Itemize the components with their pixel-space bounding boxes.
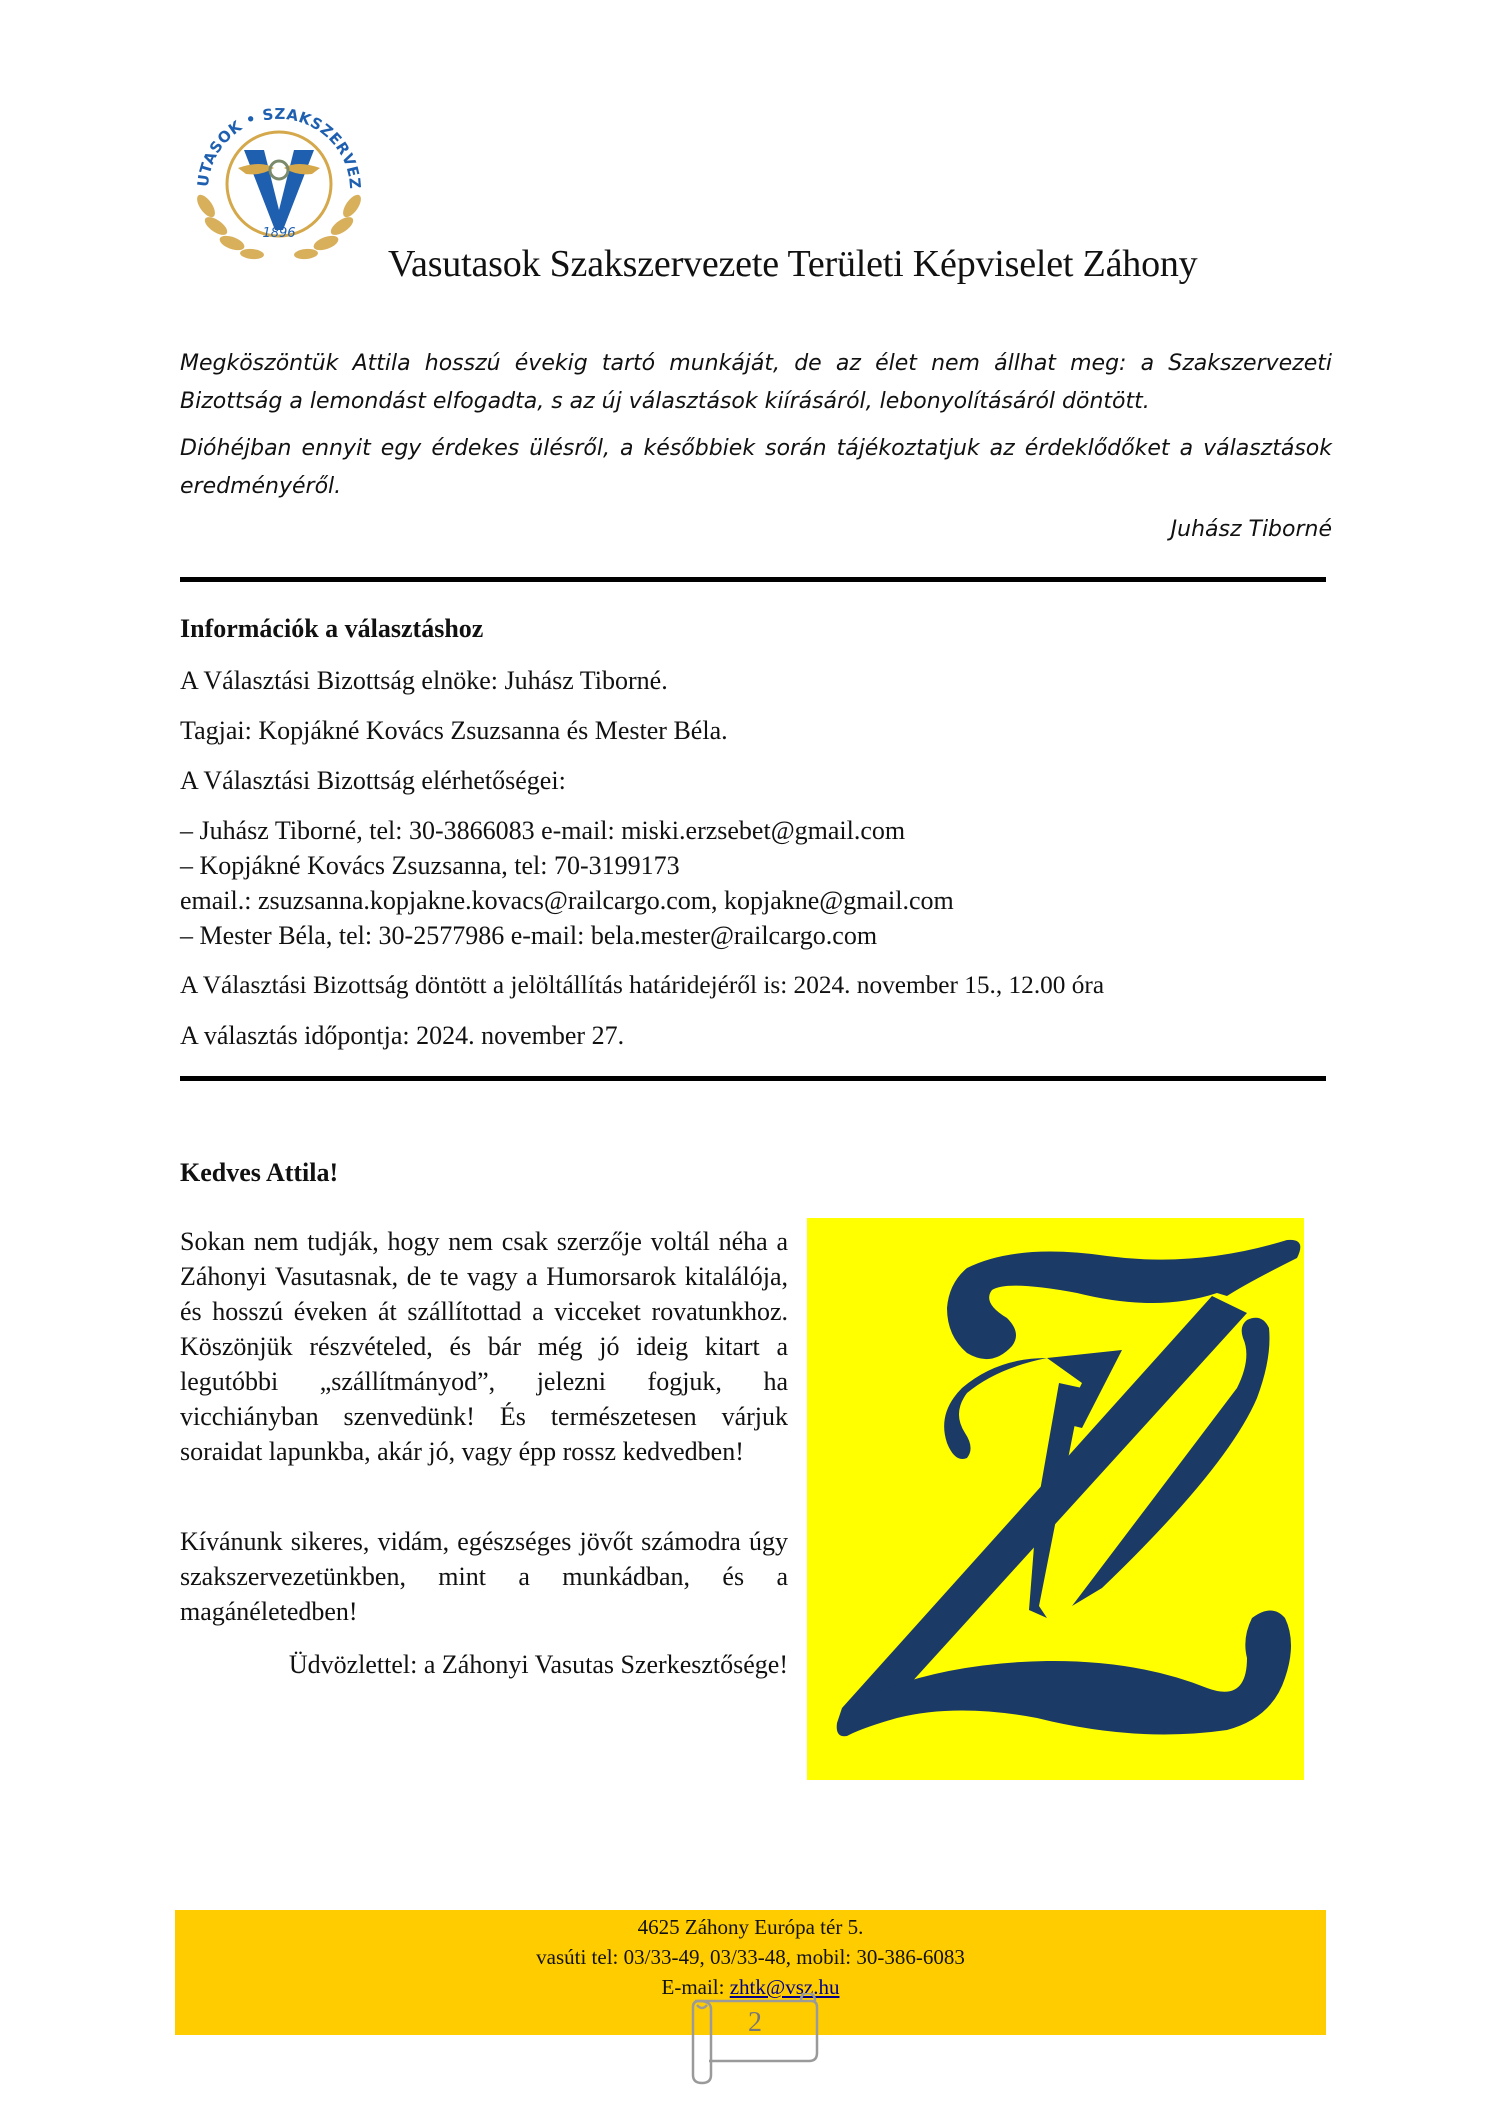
divider xyxy=(180,1076,1326,1081)
intro-paragraph-text: Megköszöntük Attila hosszú évekig tartó munkáját, de az élet nem állhat meg: a Szakszervezeti Bizottság a lemondást elfogadta, s az új választások kiírásáról, lebonyolításáról döntött. xyxy=(180,351,1332,414)
intro-paragraph xyxy=(180,345,1332,421)
decorative-z-letter-icon xyxy=(807,1218,1304,1780)
letter-paragraph xyxy=(180,1224,788,1469)
contact-line: – Mester Béla, tel: 30-2577986 e-mail: bela.mester@railcargo.com xyxy=(180,921,878,950)
page-number: 2 xyxy=(748,2007,762,2038)
letter-signature: Üdvözlettel: a Záhonyi Vasutas Szerkesztősége! xyxy=(288,1650,788,1679)
divider xyxy=(180,577,1326,582)
intro-paragraph-text: Dióhéjban ennyit egy érdekes ülésről, a későbbiek során tájékoztatjuk az érdeklődőket a választások eredményéről. xyxy=(180,436,1332,499)
svg-text:1896: 1896 xyxy=(262,226,296,241)
union-logo-icon xyxy=(186,98,372,268)
contact-line: – Kopjákné Kovács Zsuzsanna, tel: 70-3199173 xyxy=(180,851,680,880)
letter-paragraph-text: Sokan nem tudják, hogy nem csak szerzője voltál néha a Záhonyi Vasutasnak, de te vagy a Humorsarok kitalálója, és hosszú éveken át szállítottad a vicceket rovatunkhoz. Köszönjük részvételed, és bár még jó ideig kitart a legutóbbi „szállítmányod”, jelezni fogjuk, ha vicchiányban szenvedünk! És természetesen várjuk soraidat lapunkba, akár jó, vagy épp rossz kedvedben! xyxy=(180,1227,788,1466)
election-chair: A Választási Bizottság elnöke: Juhász Tiborné. xyxy=(180,666,668,695)
footer-address: 4625 Záhony Európa tér 5. xyxy=(637,1915,864,1939)
election-date: A választás időpontja: 2024. november 27. xyxy=(180,1021,625,1050)
svg-text:VASUTASOK • SZAKSZERVEZETE: UTASOK • SZAKSZERVEZ xyxy=(193,104,365,190)
footer-email-link[interactable]: zhtk@vsz.hu xyxy=(729,1975,840,1999)
election-members: Tagjai: Kopjákné Kovács Zsuzsanna és Mester Béla. xyxy=(180,716,728,745)
footer-email-label: E-mail: xyxy=(661,1975,730,1999)
footer-phones: vasúti tel: 03/33-49, 03/33-48, mobil: 30-386-6083 xyxy=(536,1945,965,1969)
contacts-label: A Választási Bizottság elérhetőségei: xyxy=(180,766,566,795)
letter-heading: Kedves Attila! xyxy=(180,1158,339,1187)
document-title: Vasutasok Szakszervezete Területi Képviselet Záhony xyxy=(388,243,1198,285)
letter-paragraph xyxy=(180,1524,788,1629)
nomination-deadline: A Választási Bizottság döntött a jelöltállítás határidejéről is: 2024. november 15., 12.00 óra xyxy=(180,971,1105,999)
intro-paragraph xyxy=(180,430,1332,506)
contact-line: email.: zsuzsanna.kopjakne.kovacs@railcargo.com, kopjakne@gmail.com xyxy=(180,886,954,915)
info-heading: Információk a választáshoz xyxy=(180,614,484,643)
letter-paragraph-text: Kívánunk sikeres, vidám, egészséges jövőt számodra úgy szakszervezetünkben, mint a munkádban, és a magánéletedben! xyxy=(180,1527,788,1626)
intro-signature: Juhász Tiborné xyxy=(1170,517,1332,542)
contact-line: – Juhász Tiborné, tel: 30-3866083 e-mail: miski.erzsebet@gmail.com xyxy=(180,816,906,845)
